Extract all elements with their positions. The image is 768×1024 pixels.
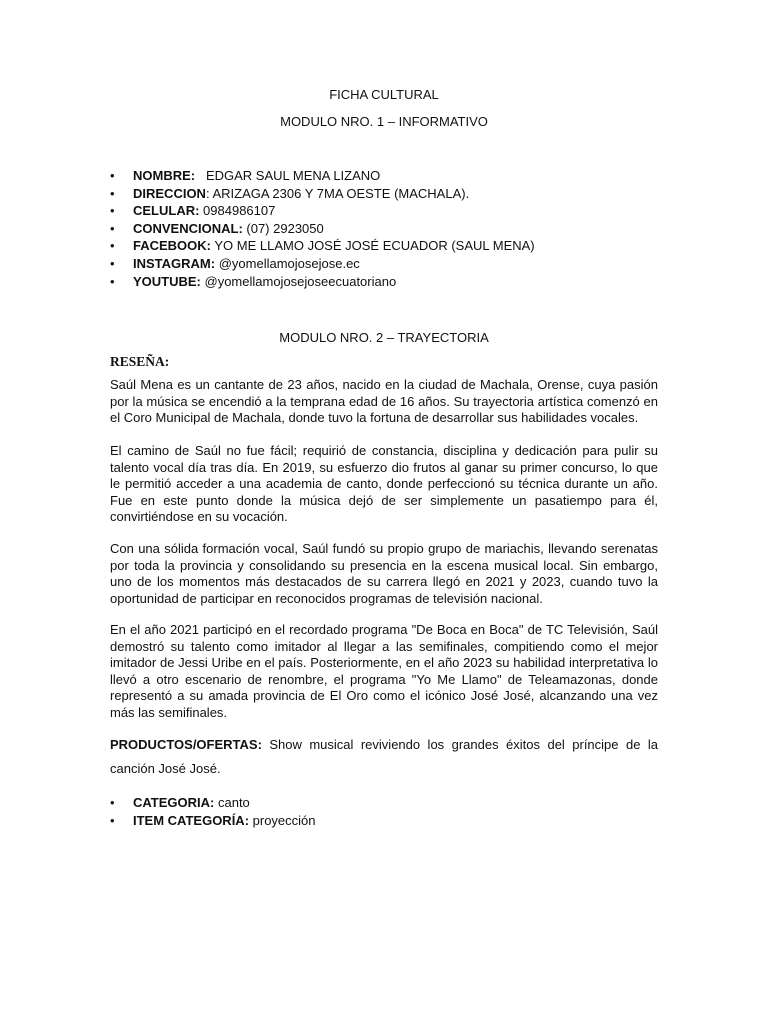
- bullet-icon: •: [110, 812, 115, 828]
- bullet-icon: •: [110, 185, 115, 201]
- productos-label: PRODUCTOS/OFERTAS:: [110, 737, 262, 752]
- bullet-icon: •: [110, 238, 115, 254]
- resena-heading: RESEÑA:: [110, 354, 170, 369]
- list-item-convencional: [110, 220, 670, 238]
- list-item-direccion: [110, 185, 670, 203]
- field-value: proyección: [249, 812, 316, 828]
- resena-paragraph-3: Con una sólida formación vocal, Saúl fundó su propio grupo de mariachis, llevando serenatas por toda la provincia y consolidando su presencia en la escena musical local. Sin embargo, uno de los momentos más destacados de su carrera llegó en 2021 y 2023, cuando tuvo la oportunidad de participar en reconocidos programas de televisión nacional.: [110, 541, 658, 606]
- list-item-categoria: [110, 794, 670, 812]
- bullet-icon: •: [110, 168, 115, 183]
- module-1-heading: MODULO NRO. 1 – INFORMATIVO: [280, 114, 488, 129]
- field-label: FACEBOOK:: [133, 238, 211, 254]
- field-value: canto: [214, 795, 250, 810]
- field-value: 0984986107: [199, 203, 276, 219]
- resena-paragraph-4: En el año 2021 participó en el recordado programa "De Boca en Boca" de TC Televisión, Saúl demostró su talento como imitador al llegar a las semifinales, compitiendo como el mejor imitador de Jessi Uribe en el país. Posteriormente, en el año 2023 su habilidad interpretativa lo llevó a otro escenario de renombre, el programa "Yo Me Llamo" de Teleamazonas, donde representó a su amada provincia de El Oro como el icónico José José, alcanzando una vez más las semifinales.: [110, 622, 658, 720]
- document-title: FICHA CULTURAL: [329, 87, 439, 102]
- field-label: ITEM CATEGORÍA:: [133, 812, 250, 828]
- resena-paragraph-2: El camino de Saúl no fue fácil; requirió de constancia, disciplina y dedicación para pulir su talento vocal día tras día. En 2019, su esfuerzo dio frutos al ganar su primer concurso, lo que le permitió acceder a una academia de canto, donde perfeccionó su técnica durante un año. Fue en este punto donde la música dejó de ser simplemente un pasatiempo para él, convirtiéndose en su vocación.: [110, 443, 658, 525]
- list-item-celular: [110, 202, 670, 220]
- bullet-icon: •: [110, 203, 115, 219]
- field-value: : ARIZAGA 2306 Y 7MA OESTE (MACHALA).: [205, 185, 470, 201]
- bullet-icon: •: [110, 255, 115, 271]
- list-item-youtube: [110, 273, 670, 291]
- module-2-heading: MODULO NRO. 2 – TRAYECTORIA: [279, 330, 489, 345]
- field-value: EDGAR SAUL MENA LIZANO: [195, 168, 381, 183]
- bullet-icon: •: [110, 220, 115, 236]
- list-item-item-categoria: [110, 812, 670, 830]
- field-value: @yomellamojosejoseecuatoriano: [200, 273, 397, 289]
- field-label: CATEGORIA:: [133, 795, 215, 810]
- field-value: (07) 2923050: [242, 220, 324, 236]
- bullet-icon: •: [110, 273, 115, 289]
- list-item-facebook: [110, 237, 670, 255]
- field-label: CELULAR:: [133, 203, 200, 219]
- field-label: DIRECCION: [133, 185, 206, 201]
- field-value: YO ME LLAMO JOSÉ JOSÉ ECUADOR (SAUL MENA): [211, 238, 535, 254]
- field-label: YOUTUBE:: [133, 273, 201, 289]
- field-value: @yomellamojosejose.ec: [215, 255, 360, 271]
- list-item-instagram: [110, 255, 670, 273]
- field-label: INSTAGRAM:: [133, 255, 216, 271]
- productos-text: Show musical reviviendo los grandes éxitos del príncipe de la canción José José.: [110, 737, 658, 776]
- resena-paragraph-1: Saúl Mena es un cantante de 23 años, nacido en la ciudad de Machala, Orense, cuya pasión por la música se encendió a la temprana edad de 16 años. Su trayectoria artística comenzó en el Coro Municipal de Machala, donde tuvo la fortuna de desarrollar sus habilidades vocales.: [110, 377, 658, 426]
- contact-info-list: [110, 167, 670, 290]
- productos-ofertas: [110, 733, 658, 781]
- category-list: [110, 794, 670, 829]
- field-label: NOMBRE:: [133, 168, 196, 183]
- bullet-icon: •: [110, 795, 115, 810]
- list-item-nombre: [110, 167, 670, 185]
- field-label: CONVENCIONAL:: [133, 220, 243, 236]
